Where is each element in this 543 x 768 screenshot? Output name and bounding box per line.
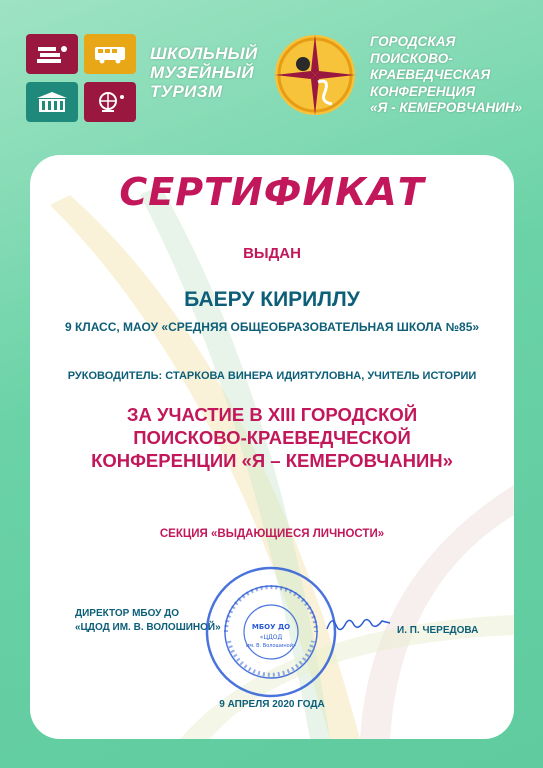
- issued-label: ВЫДАН: [243, 245, 301, 262]
- globe-icon: [84, 82, 136, 122]
- recipient-name: БАЕРУ КИРИЛЛУ: [184, 288, 360, 311]
- brand-title: ШКОЛЬНЫЙ МУЗЕЙНЫЙ ТУРИЗМ: [150, 44, 258, 101]
- supervisor-line: РУКОВОДИТЕЛЬ: СТАРКОВА ВИНЕРА ИДИЯТУЛОВНА, УЧИТЕЛЬ ИСТОРИИ: [67, 370, 477, 382]
- school-line: 9 КЛАСС, МАОУ «СРЕДНЯЯ ОБЩЕОБРАЗОВАТЕЛЬНАЯ ШКОЛА №85»: [64, 320, 480, 334]
- award-line: ЗА УЧАСТИЕ В XIII ГОРОДСКОЙ: [126, 404, 418, 425]
- certificate-card: [30, 155, 514, 739]
- compass-emblem-icon: [270, 30, 360, 120]
- director-signature: [324, 613, 394, 635]
- section-line: СЕКЦИЯ «ВЫДАЮЩИЕСЯ ЛИЧНОСТИ»: [159, 528, 385, 540]
- award-text: [30, 403, 514, 472]
- award-line: КОНФЕРЕНЦИИ «Я – КЕМЕРОВЧАНИН»: [91, 450, 453, 471]
- director-title: ДИРЕКТОР МБОУ ДО «ЦДОД ИМ. В. ВОЛОШИНОЙ»: [75, 608, 221, 633]
- official-stamp: [202, 563, 340, 701]
- svg-text:МБОУ ДО: МБОУ ДО: [251, 623, 291, 631]
- director-name: И. П. ЧЕРЕДОВА: [397, 625, 479, 636]
- svg-text:«ЦДОД: «ЦДОД: [259, 634, 283, 641]
- date-line: 9 АПРЕЛЯ 2020 ГОДА: [219, 699, 325, 710]
- building-icon: [26, 82, 78, 122]
- bus-icon: [84, 34, 136, 74]
- award-line: ПОИСКОВО-КРАЕВЕДЧЕСКОЙ: [133, 427, 411, 448]
- certificate-title: СЕРТИФИКАТ: [119, 170, 425, 214]
- svg-text:им. В. Волошиной»: им. В. Волошиной»: [245, 643, 297, 649]
- conference-title: ГОРОДСКАЯ ПОИСКОВО- КРАЕВЕДЧЕСКАЯ КОНФЕРЕНЦИЯ «Я - КЕМЕРОВЧАНИН»: [370, 34, 523, 115]
- logo-tiles: [26, 34, 138, 124]
- books-icon: [26, 34, 78, 74]
